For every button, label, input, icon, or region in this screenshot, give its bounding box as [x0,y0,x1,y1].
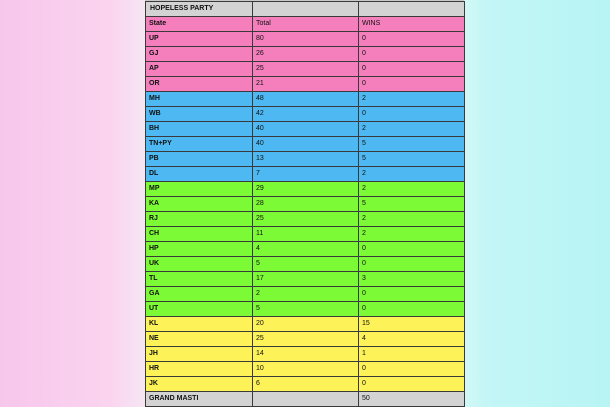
state-cell[interactable]: BH [146,122,253,137]
table-row [146,122,465,137]
total-cell[interactable]: 80 [253,32,359,47]
total-cell[interactable]: 13 [253,152,359,167]
title-empty-cell[interactable] [253,2,359,17]
total-cell[interactable]: 4 [253,242,359,257]
total-cell[interactable]: 6 [253,377,359,392]
wins-cell[interactable]: 1 [359,347,465,362]
total-cell[interactable]: 11 [253,227,359,242]
total-cell[interactable]: 5 [253,257,359,272]
total-cell[interactable]: 10 [253,362,359,377]
total-cell[interactable]: 21 [253,77,359,92]
table-row [146,32,465,47]
table-row [146,227,465,242]
wins-cell[interactable]: 0 [359,242,465,257]
wins-cell[interactable]: 5 [359,137,465,152]
state-cell[interactable]: HR [146,362,253,377]
header-row [146,17,465,32]
total-cell[interactable]: 14 [253,347,359,362]
wins-cell[interactable]: 2 [359,227,465,242]
header-total-cell[interactable]: Total [253,17,359,32]
grand-total-total-cell[interactable] [253,392,359,407]
state-cell[interactable]: JH [146,347,253,362]
table-row [146,302,465,317]
wins-cell[interactable]: 3 [359,272,465,287]
wins-cell[interactable]: 5 [359,152,465,167]
wins-cell[interactable]: 0 [359,47,465,62]
table-row [146,92,465,107]
state-cell[interactable]: PB [146,152,253,167]
total-cell[interactable]: 7 [253,167,359,182]
table-row [146,197,465,212]
table-row [146,362,465,377]
table-row [146,77,465,92]
state-cell[interactable]: WB [146,107,253,122]
state-cell[interactable]: KA [146,197,253,212]
header-state-cell[interactable]: State [146,17,253,32]
grand-total-wins-cell[interactable]: 50 [359,392,465,407]
state-cell[interactable]: UT [146,302,253,317]
table-row [146,272,465,287]
table-row [146,62,465,77]
table-row [146,317,465,332]
grand-total-row [146,392,465,407]
wins-cell[interactable]: 0 [359,62,465,77]
title-row [146,2,465,17]
state-cell[interactable]: KL [146,317,253,332]
state-cell[interactable]: UK [146,257,253,272]
seat-table [145,1,465,407]
table-row [146,167,465,182]
wins-cell[interactable]: 0 [359,32,465,47]
table-row [146,47,465,62]
state-cell[interactable]: JK [146,377,253,392]
table-row [146,257,465,272]
state-cell[interactable]: RJ [146,212,253,227]
total-cell[interactable]: 5 [253,302,359,317]
wins-cell[interactable]: 2 [359,167,465,182]
state-cell[interactable]: TL [146,272,253,287]
wins-cell[interactable]: 2 [359,212,465,227]
state-cell[interactable]: NE [146,332,253,347]
total-cell[interactable]: 28 [253,197,359,212]
wins-cell[interactable]: 0 [359,377,465,392]
spreadsheet-sheet [145,0,464,407]
header-wins-cell[interactable]: WINS [359,17,465,32]
seat-table-body [146,2,465,407]
total-cell[interactable]: 40 [253,122,359,137]
total-cell[interactable]: 25 [253,332,359,347]
wins-cell[interactable]: 5 [359,197,465,212]
wins-cell[interactable]: 2 [359,182,465,197]
table-row [146,332,465,347]
state-cell[interactable]: DL [146,167,253,182]
title-empty-cell[interactable] [359,2,465,17]
table-row [146,212,465,227]
table-row [146,242,465,257]
total-cell[interactable]: 48 [253,92,359,107]
state-cell[interactable]: HP [146,242,253,257]
table-row [146,377,465,392]
total-cell[interactable]: 20 [253,317,359,332]
wins-cell[interactable]: 4 [359,332,465,347]
wins-cell[interactable]: 2 [359,122,465,137]
state-cell[interactable]: GA [146,287,253,302]
grand-total-label-cell[interactable]: GRAND MASTI [146,392,253,407]
total-cell[interactable]: 17 [253,272,359,287]
wins-cell[interactable]: 0 [359,257,465,272]
wins-cell[interactable]: 0 [359,77,465,92]
table-row [146,287,465,302]
wins-cell[interactable]: 0 [359,302,465,317]
table-row [146,347,465,362]
state-cell[interactable]: TN+PY [146,137,253,152]
total-cell[interactable]: 29 [253,182,359,197]
table-row [146,137,465,152]
table-row [146,182,465,197]
state-cell[interactable]: OR [146,77,253,92]
wins-cell[interactable]: 0 [359,107,465,122]
wins-cell[interactable]: 15 [359,317,465,332]
total-cell[interactable]: 25 [253,62,359,77]
table-row [146,107,465,122]
total-cell[interactable]: 42 [253,107,359,122]
total-cell[interactable]: 40 [253,137,359,152]
state-cell[interactable]: GJ [146,47,253,62]
table-row [146,152,465,167]
state-cell[interactable]: UP [146,32,253,47]
wins-cell[interactable]: 2 [359,92,465,107]
title-cell[interactable]: HOPELESS PARTY [146,2,253,17]
state-cell[interactable]: AP [146,62,253,77]
total-cell[interactable]: 25 [253,212,359,227]
total-cell[interactable]: 2 [253,287,359,302]
wins-cell[interactable]: 0 [359,287,465,302]
wins-cell[interactable]: 0 [359,362,465,377]
state-cell[interactable]: MH [146,92,253,107]
total-cell[interactable]: 26 [253,47,359,62]
state-cell[interactable]: CH [146,227,253,242]
state-cell[interactable]: MP [146,182,253,197]
